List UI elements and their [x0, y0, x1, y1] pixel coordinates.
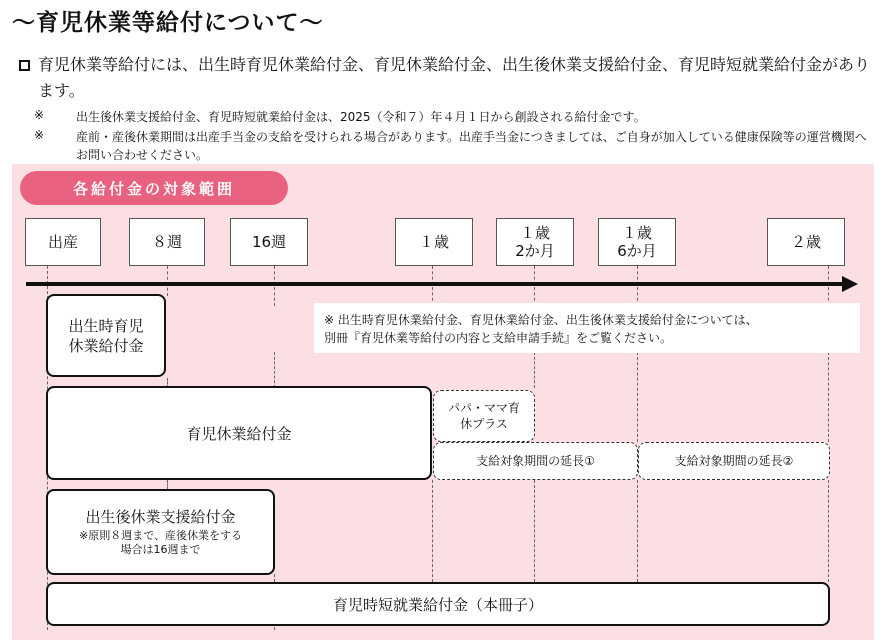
note-mark: ※ [34, 108, 45, 122]
benefit-label: 育児休業給付金 [186, 424, 292, 443]
benefit-extension-2 [638, 442, 830, 480]
timeline-tick-16-weeks: 16週 [230, 218, 308, 266]
guide-line [432, 266, 433, 306]
benefit-birth-time-childcare-leave [46, 294, 166, 377]
arrow-right-icon [842, 276, 858, 292]
timeline-tick-1-year-6-months: １歳 6か月 [598, 218, 676, 266]
note-text: 産前・産後休業期間は出産手当金の支給を受けられる場合があります。出産手当金につきましては、ご自身が加入している健康保険等の運営機関へお問い合わせください。 [76, 130, 867, 162]
timeline-tick-2-years: ２歳 [767, 218, 845, 266]
info-note [314, 303, 860, 353]
guide-line [828, 352, 829, 442]
info-note-text: ※ 出生時育児休業給付金、育児休業給付金、出生後休業支援給付金については、 別冊『育児休業等給付の内容と支給申請手続』をご覧ください。 [324, 313, 758, 345]
timeline-tick-1-year: １歳 [395, 218, 473, 266]
timeline-tick-1-year-2-months: １歳 2か月 [496, 218, 574, 266]
lead-paragraph: 育児休業等給付には、出生時育児休業給付金、育児休業給付金、出生後休業支援給付金、育児時短就業給付金があります。 [38, 55, 871, 100]
guide-line [534, 266, 535, 306]
guide-line [534, 352, 535, 388]
timeline-arrow-line [26, 282, 846, 286]
guide-line [167, 266, 168, 296]
benefit-label: 出生後休業支援給付金 [85, 508, 236, 526]
guide-line [274, 352, 275, 388]
benefit-childcare-leave [46, 386, 432, 480]
benefit-label: 支給対象期間の延長② [674, 454, 794, 468]
benefit-papa-mama-plus [433, 390, 535, 442]
timeline-tick-8-weeks: ８週 [129, 218, 205, 266]
guide-line [432, 480, 433, 582]
benefit-label: パパ・ママ育 休プラス [447, 401, 520, 431]
benefit-postnatal-leave-support [46, 489, 275, 575]
guide-line [637, 352, 638, 442]
timeline-tick-birth: 出産 [25, 218, 101, 266]
guide-line [274, 266, 275, 306]
guide-line [828, 480, 829, 582]
guide-line [637, 480, 638, 582]
note-mark: ※ [34, 128, 45, 142]
section-label: 各給付金の対象範囲 [20, 171, 288, 205]
benefit-label: 育児時短就業給付金（本冊子） [332, 595, 543, 614]
bullet-square-icon [19, 60, 30, 71]
benefit-label: 出生時育児 休業給付金 [68, 316, 144, 355]
guide-line [534, 480, 535, 582]
guide-line [637, 266, 638, 306]
guide-line [828, 266, 829, 306]
benefit-note: ※原則８週まで、産後休業をする 場合は16週まで [79, 529, 242, 556]
note-text: 出生後休業支援給付金、育児時短就業給付金は、2025（令和７）年４月１日から創設される給付金です。 [76, 110, 646, 124]
page-title: ～育児休業等給付について～ [12, 10, 324, 36]
benefit-label: 支給対象期間の延長① [476, 454, 595, 468]
benefit-shortened-work-hours [46, 582, 830, 626]
benefit-extension-1 [433, 442, 638, 480]
